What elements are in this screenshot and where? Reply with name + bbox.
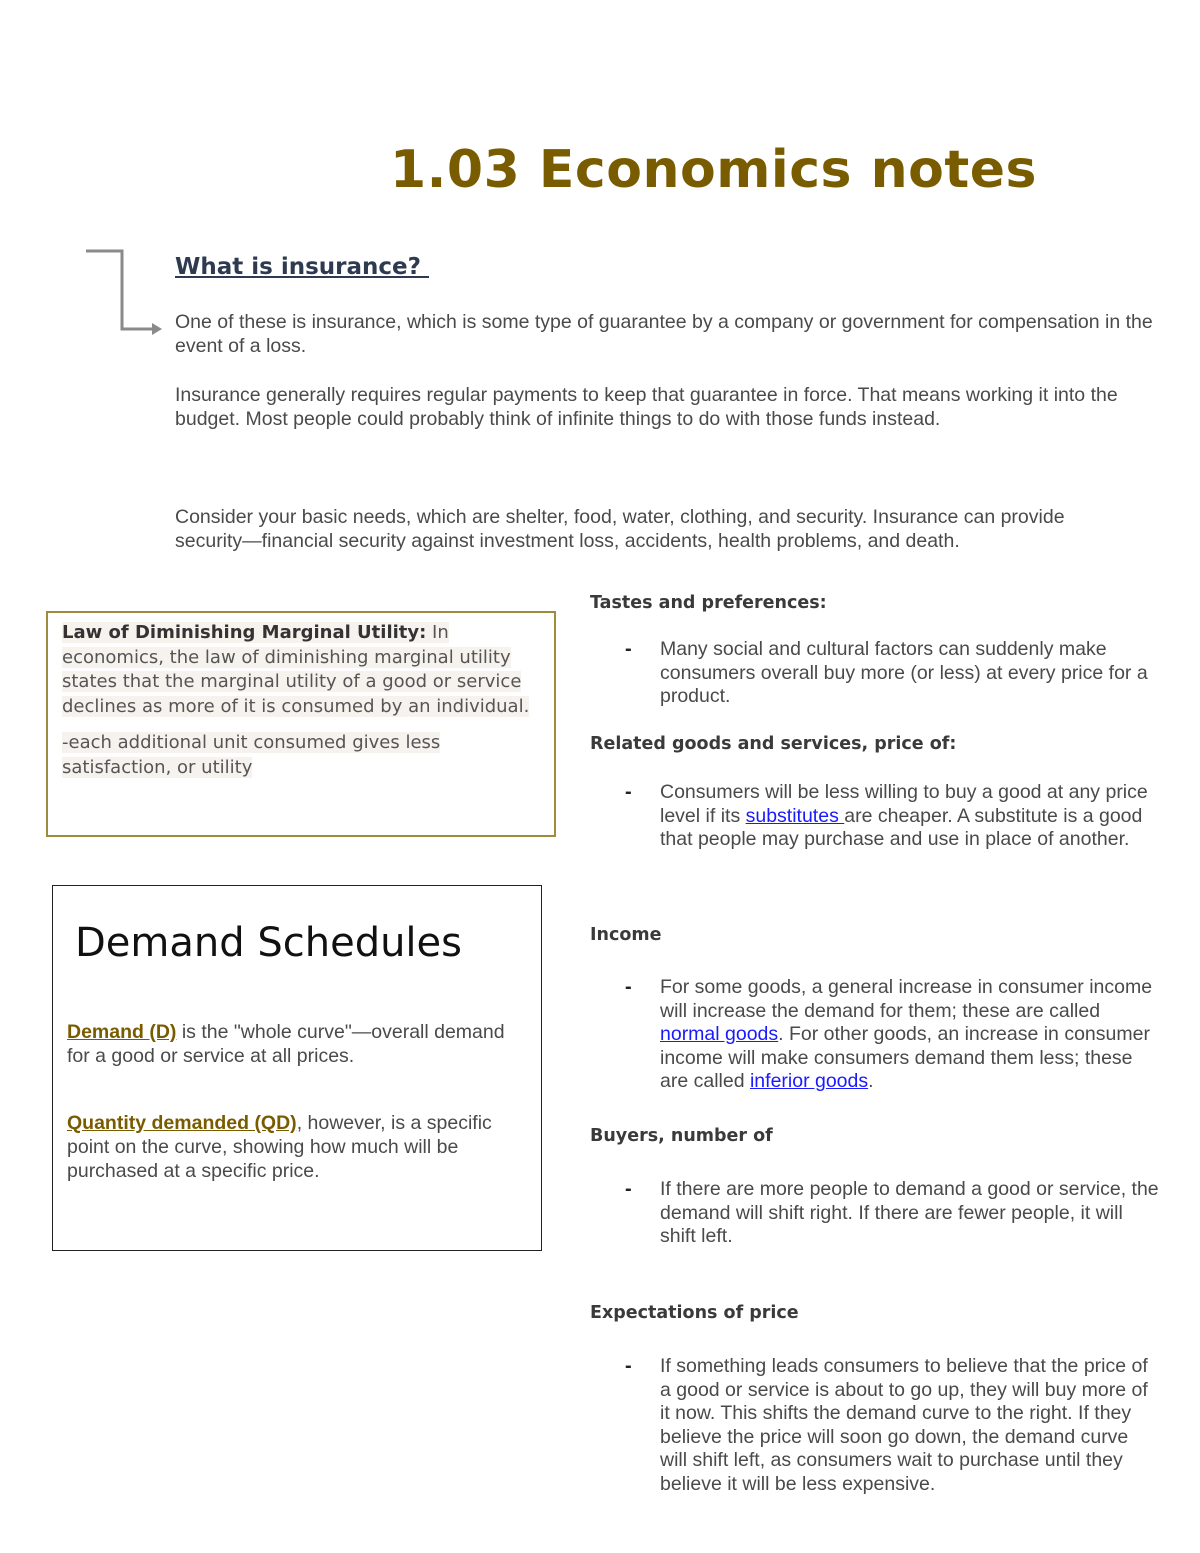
income-heading: Income bbox=[590, 925, 662, 945]
related-goods-heading: Related goods and services, price of: bbox=[590, 734, 957, 754]
bullet-dash: - bbox=[625, 976, 632, 998]
bullet-dash: - bbox=[625, 1178, 632, 1200]
tastes-text: Many social and cultural factors can suddenly make consumers overall buy more (or less) at every price for a product. bbox=[660, 638, 1148, 708]
demand-schedules-title: Demand Schedules bbox=[75, 920, 462, 966]
quantity-demanded-text: , however, is a specific point on the curve, showing how much will be purchased at a specific price. bbox=[67, 1112, 492, 1182]
law-definition bbox=[62, 621, 540, 719]
elbow-arrow-icon bbox=[82, 245, 172, 340]
demand-definition bbox=[67, 1020, 527, 1068]
income-text-part: For some goods, a general increase in consumer income will increase the demand for them; these are called bbox=[660, 976, 1153, 1022]
demand-definition-text: is the "whole curve"—overall demand for a good or service at all prices. bbox=[67, 1021, 505, 1067]
law-definition-text: In economics, the law of diminishing marginal utility states that the marginal utility of a good or service declines as more of it is consumed by an individual. bbox=[62, 622, 530, 717]
insurance-paragraph-3: Consider your basic needs, which are shelter, food, water, clothing, and security. Insurance can provide security—financial security against investment loss, accidents, health problems, and death. bbox=[175, 506, 1065, 552]
insurance-heading: What is insurance? bbox=[175, 254, 429, 280]
inferior-goods-link[interactable]: inferior goods bbox=[749, 1070, 869, 1093]
income-text-part: . bbox=[868, 1070, 874, 1093]
related-goods-text bbox=[660, 781, 1160, 852]
buyers-text: If there are more people to demand a good or service, the demand will shift right. If there are fewer people, it will shift left. bbox=[660, 1178, 1159, 1248]
law-note-text: -each additional unit consumed gives less satisfaction, or utility bbox=[62, 732, 441, 778]
page-title: 1.03 Economics notes bbox=[390, 140, 1037, 200]
buyers-heading: Buyers, number of bbox=[590, 1126, 773, 1146]
expectations-heading: Expectations of price bbox=[590, 1303, 799, 1323]
bullet-dash: - bbox=[625, 1355, 632, 1377]
quantity-demanded-definition bbox=[67, 1111, 527, 1183]
insurance-paragraph-1: One of these is insurance, which is some type of guarantee by a company or government for compensation in the event of a loss. bbox=[175, 311, 1153, 357]
law-note bbox=[62, 731, 540, 780]
quantity-demanded-link[interactable]: Quantity demanded (QD) bbox=[67, 1112, 297, 1134]
normal-goods-link[interactable]: normal goods bbox=[660, 1023, 779, 1046]
law-of-diminishing-utility-box bbox=[46, 611, 556, 837]
insurance-paragraph-2: Insurance generally requires regular payments to keep that guarantee in force. That means working it into the budget. Most people could probably think of infinite things to do with those funds instead. bbox=[175, 384, 1118, 430]
bullet-dash: - bbox=[625, 638, 632, 660]
tastes-heading: Tastes and preferences: bbox=[590, 593, 827, 613]
bullet-dash: - bbox=[625, 781, 632, 803]
expectations-text: If something leads consumers to believe that the price of a good or service is about to go up, they will buy more of it now. This shifts the demand curve to the right. If they believe the price will soon go down, the demand curve will shift left, as consumers wait to purchase until they believe it will be less expensive. bbox=[660, 1355, 1148, 1495]
income-text-part: . For other goods, an increase in consumer income will make consumers demand them less; these are called bbox=[660, 1023, 1150, 1093]
law-term: Law of Diminishing Marginal Utility: bbox=[62, 622, 427, 643]
related-text-part: Consumers will be less willing to buy a good at any price level if its bbox=[660, 781, 1148, 827]
related-text-part: are cheaper. A substitute is a good that people may purchase and use in place of another. bbox=[660, 804, 1143, 851]
demand-link[interactable]: Demand (D) bbox=[67, 1021, 177, 1043]
substitutes-link[interactable]: substitutes bbox=[745, 804, 845, 827]
income-text bbox=[660, 976, 1160, 1094]
